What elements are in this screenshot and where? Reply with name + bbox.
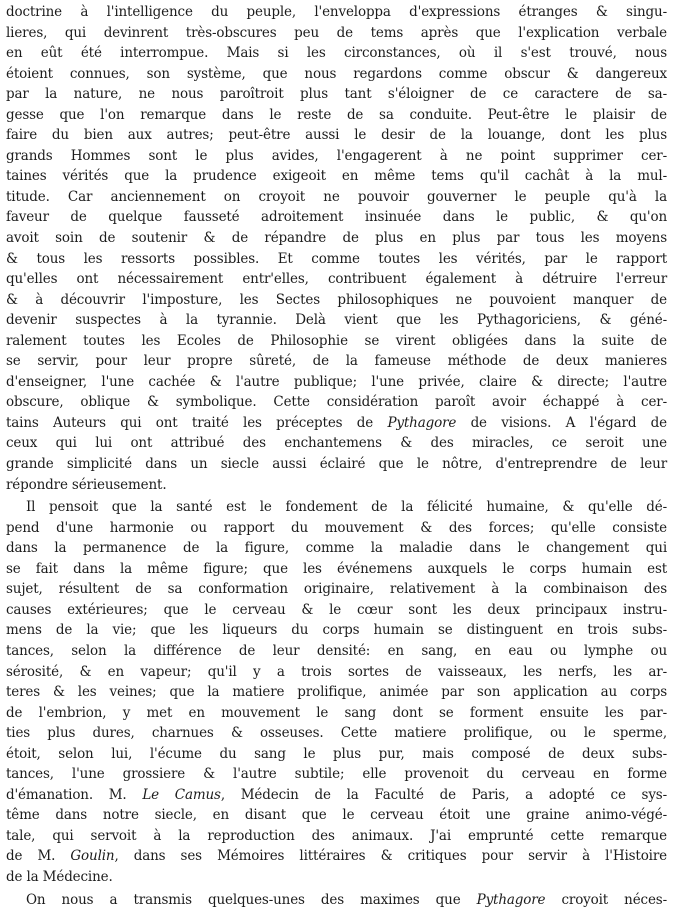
paragraph-maxims — [6, 890, 667, 910]
text-line: devenir suspectes à la tyrannie. Delà vient que les Pythagoriciens, & géné- — [6, 312, 667, 329]
italic-name: Pythagore — [387, 414, 457, 431]
text-line: doctrine à l'intelligence du peuple, l'enveloppa d'expressions étranges & singu- — [6, 4, 667, 20]
text-line: étoient connues, son système, que nous regardons comme obscur & dangereux — [6, 65, 667, 82]
text-line: d'émanation. M. Le Camus, Médecin de la Faculté de Paris, a adopté ce sys- — [6, 786, 667, 803]
text-line: tale, qui servoit à la reproduction des animaux. J'ai emprunté cette remarque — [6, 827, 667, 844]
text-line: répondre sérieusement. — [6, 476, 167, 493]
text-line: causes extérieures; que le cerveau & le cœur sont les deux principaux instru- — [6, 601, 667, 618]
text-line: de l'embrion, y met en mouvement le sang dont se forment ensuite les par- — [6, 704, 667, 721]
book-page — [6, 2, 667, 908]
text-line: en eût été interrompue. Mais si les circonstances, où il s'est trouvé, nous — [6, 45, 667, 62]
italic-name: Pythagore — [476, 891, 546, 908]
text-line: Il pensoit que la santé est le fondement de la félicité humaine, & qu'elle dé- — [26, 499, 667, 516]
text-line: sujet, résultent de sa conformation originaire, relativement à la combinaison des — [6, 581, 667, 598]
text-line: obscure, oblique & symbolique. Cette considération paroît avoir échappé à cer- — [6, 394, 667, 411]
paragraph-health-theory — [6, 497, 667, 887]
text-line: On nous a transmis quelques-unes des maximes que Pythagore croyoit néces- — [26, 891, 667, 908]
text-line: taines vérités que la prudence exigeoit en même tems qu'il cachât à la mul- — [6, 168, 667, 185]
text-line: par la nature, ne nous paroîtroit plus tant s'éloigner de ce caractere de sa- — [6, 86, 667, 103]
text-line: d'enseigner, l'une cachée & l'autre publique; l'une privée, claire & directe; l'autre — [6, 373, 667, 390]
text-line: ralement toutes les Ecoles de Philosophie se virent obligées dans la suite de — [6, 332, 667, 349]
text-line: grande simplicité dans un siecle aussi éclairé que le nôtre, d'entreprendre de leur — [6, 456, 667, 473]
text-line: de M. Goulin, dans ses Mémoires littéraires & critiques pour servir à l'Histoire — [6, 848, 667, 865]
text-line: étoit, selon lui, l'écume du sang le plus pur, mais composé de deux subs- — [6, 745, 667, 762]
text-line: avoit soin de soutenir & de répandre de plus en plus par tous les moyens — [6, 230, 667, 247]
text-line: dans la permanence de la figure, comme la maladie dans le changement qui — [6, 540, 667, 557]
text-line: se servir, pour leur propre sûreté, de la fameuse méthode de deux manieres — [6, 353, 667, 370]
text-line: lieres, qui devinrent très-obscures peu de tems après que l'explication verbale — [6, 24, 667, 41]
text-line: ties plus dures, charnues & osseuses. Cette matiere prolifique, ou le sperme, — [6, 725, 667, 742]
text-line: teres & les veines; que la matiere prolifique, animée par son application au corps — [6, 684, 667, 701]
paragraph-secret-doctrine — [6, 2, 667, 495]
text-line: gesse que l'on remarque dans le reste de sa conduite. Peut-être le plaisir de — [6, 106, 667, 123]
text-line: tances, l'une grossiere & l'autre subtile; elle provenoit du cerveau en forme — [6, 766, 667, 783]
text-line: de la Médecine. — [6, 868, 113, 885]
text-line: se fait dans la même figure; que les événemens auxquels le corps humain est — [6, 560, 667, 577]
italic-name: Le Camus — [142, 786, 221, 803]
text-line: tême dans notre siecle, en disant que le cerveau étoit une graine animo-végé- — [6, 807, 667, 824]
italic-name: Goulin — [70, 848, 115, 865]
text-line: tains Auteurs qui ont traité les préceptes de Pythagore de visions. A l'égard de — [6, 414, 667, 431]
text-line: ceux qui lui ont attribué des enchantemens & des miracles, ce seroit une — [6, 435, 667, 452]
text-line: faire du bien aux autres; peut-être aussi le desir de la louange, dont les plus — [6, 127, 667, 144]
text-line: grands Hommes sont le plus avides, l'engagerent à ne point supprimer cer- — [6, 147, 667, 164]
text-line: mens de la vie; que les liqueurs du corps humain se distinguent en trois subs- — [6, 622, 667, 639]
text-line: pend d'une harmonie ou rapport du mouvement & des forces; qu'elle consiste — [6, 519, 667, 536]
text-line: titude. Car anciennement on croyoit ne pouvoir gouverner le peuple qu'à la — [6, 188, 667, 205]
text-line: & à découvrir l'imposture, les Sectes philosophiques ne pouvoient manquer de — [6, 291, 667, 308]
text-line: sérosité, & en vapeur; qu'il y a trois sortes de vaisseaux, les nerfs, les ar- — [6, 663, 667, 680]
text-line: faveur de quelque fausseté adroitement insinuée dans le public, & qu'on — [6, 209, 667, 226]
text-line: qu'elles ont nécessairement entr'elles, contribuent également à détruire l'erreur — [6, 271, 667, 288]
text-line: tances, selon la différence de leur densité: en sang, en eau ou lymphe ou — [6, 642, 667, 659]
text-line: & tous les ressorts possibles. Et comme toutes les vérités, par le rapport — [6, 250, 667, 267]
